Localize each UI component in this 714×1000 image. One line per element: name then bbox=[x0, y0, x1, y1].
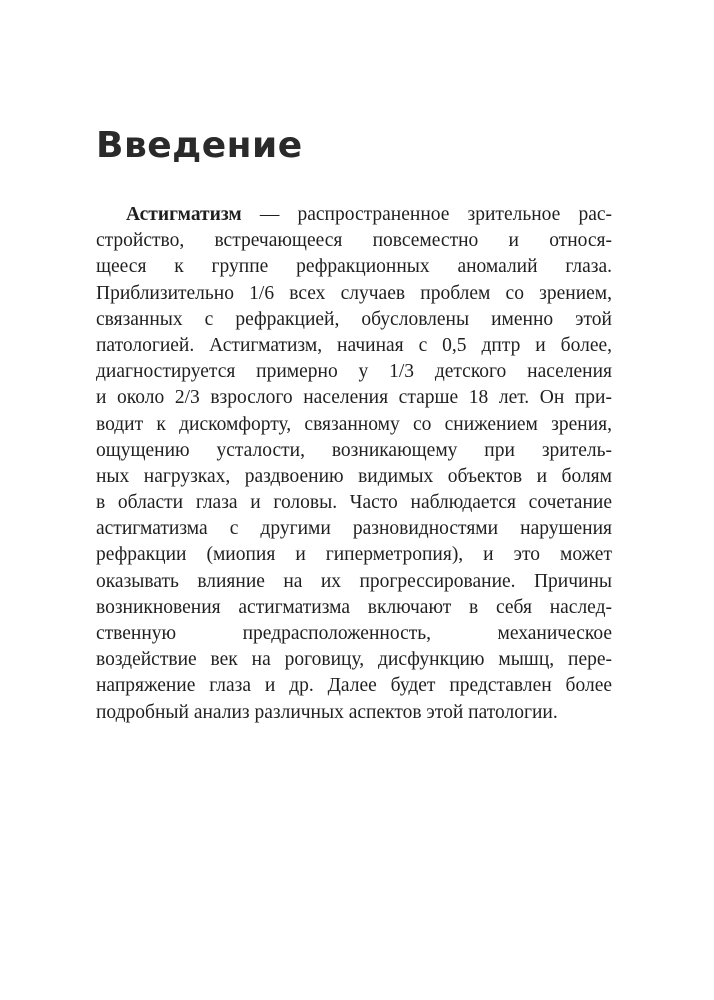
paragraph-line: стройство, встречающееся повсеместно и относя- bbox=[96, 230, 612, 252]
first-line-text: — распространенное зрительное рас- bbox=[241, 204, 612, 225]
paragraph-line: оказывать влияние на их прогрессирование. Причины bbox=[96, 570, 612, 592]
paragraph-line: рефракции (миопия и гиперметропия), и это может bbox=[96, 544, 612, 566]
paragraph-line: воздействие век на роговицу, дисфункцию мышц, пере- bbox=[96, 649, 612, 671]
paragraph-line bbox=[96, 202, 612, 228]
chapter-heading: Введение bbox=[96, 125, 303, 166]
bold-term: Астигматизм bbox=[126, 204, 242, 225]
paragraph-line: связанных с рефракцией, обусловлены именно этой bbox=[96, 308, 612, 330]
paragraph-line: подробный анализ различных аспектов этой патологии. bbox=[96, 701, 558, 723]
paragraph-line: ных нагрузках, раздвоению видимых объектов и болям bbox=[96, 465, 612, 487]
paragraph-line: в области глаза и головы. Часто наблюдается сочетание bbox=[96, 492, 612, 514]
paragraph-line: водит к дискомфорту, связанному со снижением зрения, bbox=[96, 413, 612, 435]
paragraph-line: диагностируется примерно у 1/3 детского населения bbox=[96, 361, 612, 383]
paragraph-line: астигматизма с другими разновидностями нарушения bbox=[96, 518, 612, 540]
paragraph-line: ощущению усталости, возникающему при зритель- bbox=[96, 439, 612, 461]
paragraph-line: ственную предрасположенность, механическое bbox=[96, 623, 612, 644]
paragraph-line: щееся к группе рефракционных аномалий глаза. bbox=[96, 256, 612, 278]
paragraph-line: патологией. Астигматизм, начиная с 0,5 дптр и более, bbox=[96, 334, 612, 356]
paragraph-line: возникновения астигматизма включают в себя наслед- bbox=[96, 596, 612, 618]
paragraph-line: Приблизительно 1/6 всех случаев проблем со зрением, bbox=[96, 282, 612, 304]
paragraph-line: напряжение глаза и др. Далее будет представлен более bbox=[96, 675, 612, 697]
body-paragraph bbox=[96, 202, 612, 726]
paragraph-line: и около 2/3 взрослого населения старше 18 лет. Он при- bbox=[96, 387, 612, 409]
